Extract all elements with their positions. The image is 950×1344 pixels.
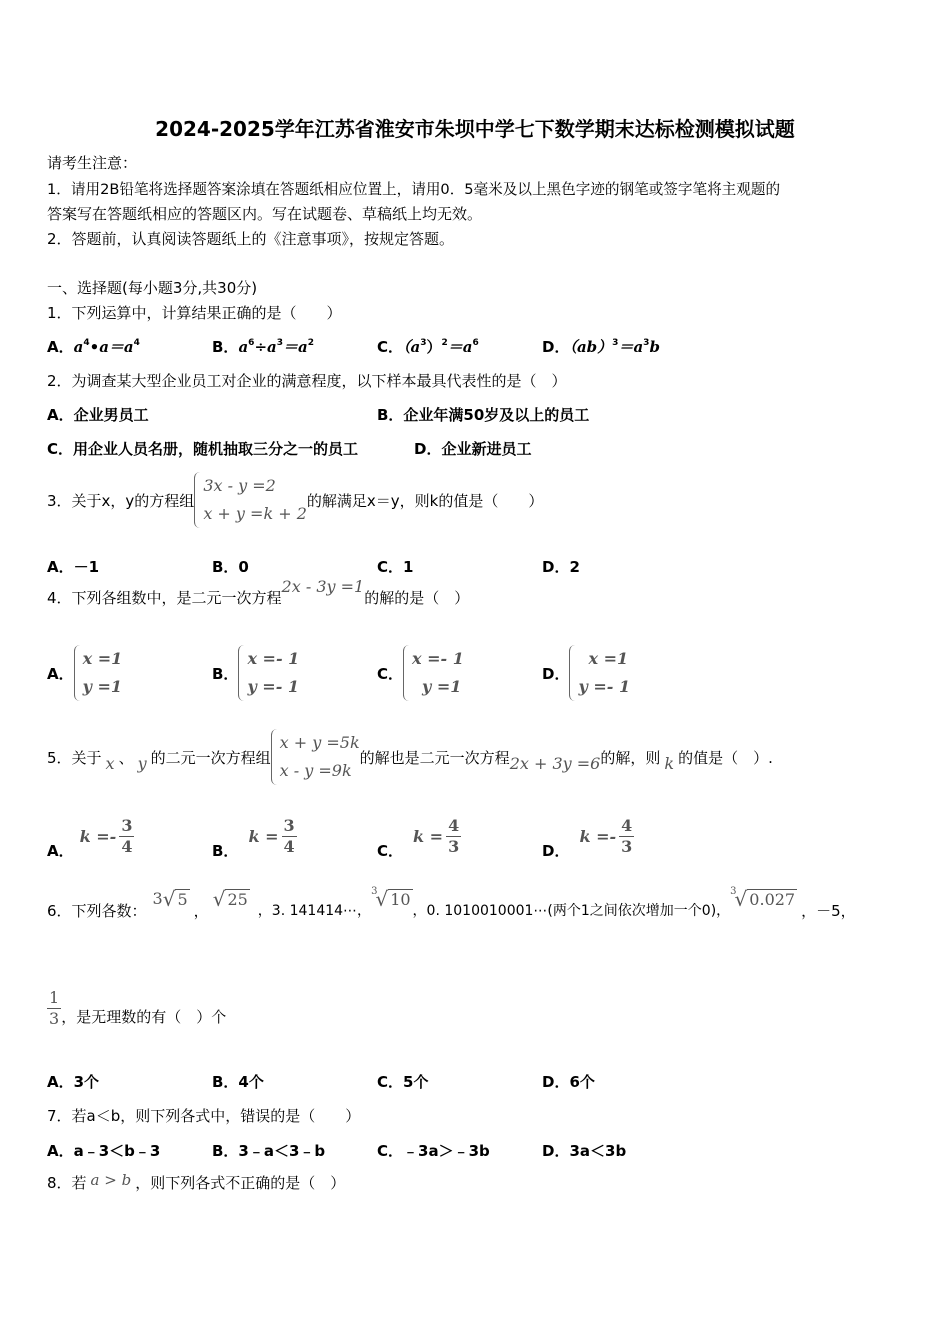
q4-option-a: A． x =1 y =1	[47, 645, 122, 701]
page-title: 2024-2025学年江苏省淮安市朱坝中学七下数学期末达标检测模拟试题	[155, 117, 795, 141]
q2-option-c: C．用企业人员名册，随机抽取三分之一的员工	[47, 440, 359, 458]
notice-line-2: 答案写在答题纸相应的答题区内。写在试题卷、草稿纸上均无效。	[47, 205, 483, 223]
q5-option-c: C． k = $\frac{4}{3}$	[377, 816, 460, 860]
q1-option-d: D．$(ab)^3=a^3b$	[542, 338, 660, 356]
question-3-stem: 3．关于x，y的方程组 3x - y =2 x + y =k + 2 的解满足x＝y，则k的值是（ ）	[47, 472, 543, 528]
q2-option-d: D．企业新进员工	[414, 440, 532, 458]
q2-option-a: A．企业男员工	[47, 406, 149, 424]
q6-option-a: A．3个	[47, 1073, 100, 1091]
q4-option-c: C． x =- 1 y =1	[377, 645, 464, 701]
q1-option-b: B．$a^6\div a^3=a^2$	[212, 338, 314, 356]
question-6-stem: 6．下列各数： 3 √ 5 ， √ 25 ，3. 141414⋯， 3 √ 10 ，0. 1010010001⋯(两个1之间依次增加一个0)， 3 √ 0.027 ，－5，	[47, 886, 856, 920]
q3-option-c: C．1	[377, 558, 414, 576]
q7-option-c: C．﹣3a＞﹣3b	[377, 1142, 490, 1160]
q5-option-d: D． k =- $\frac{4}{3}$	[542, 816, 633, 860]
question-5-stem: 5．关于 x 、 y 的二元一次方程组 x + y =5k x - y =9k 的解也是二元一次方程 2x + 3y =6 的解，则 k 的值是（ ）.	[47, 729, 773, 785]
q6-option-b: B．4个	[212, 1073, 264, 1091]
q3-option-a: A．－1	[47, 558, 100, 576]
question-7-stem: 7．若a＜b，则下列各式中，错误的是（ ）	[47, 1107, 361, 1125]
q3-option-b: B．0	[212, 558, 249, 576]
section-heading: 一、选择题(每小题3分,共30分)	[47, 279, 258, 297]
q2-option-b: B．企业年满50岁及以上的员工	[377, 406, 590, 424]
notice-heading: 请考生注意：	[47, 154, 138, 172]
q7-option-d: D．3a＜3b	[542, 1142, 627, 1160]
q1-option-a: A．$a^4•a=a^4$	[47, 338, 140, 356]
notice-line-3: 2．答题前，认真阅读答题纸上的《注意事项》，按规定答题。	[47, 230, 455, 248]
q1-option-c: C．$(a^3)^2=a^6$	[377, 338, 479, 356]
q3-equation-system: 3x - y =2 x + y =k + 2	[194, 472, 307, 528]
question-1-stem: 1．下列运算中，计算结果正确的是（ ）	[47, 304, 342, 322]
q4-option-b: B． x =- 1 y =- 1	[212, 645, 299, 701]
q4-option-d: D． x =1 y =- 1	[542, 645, 630, 701]
q7-option-b: B．3﹣a＜3﹣b	[212, 1142, 326, 1160]
q5-option-a: A． k =- $\frac{3}{4}$	[47, 816, 133, 860]
q7-option-a: A．a﹣3＜b﹣3	[47, 1142, 161, 1160]
q5-option-b: B． k = $\frac{3}{4}$	[212, 816, 295, 860]
question-2-stem: 2．为调查某大型企业员工对企业的满意程度，以下样本最具代表性的是（ ）	[47, 372, 567, 390]
question-4-stem: 4．下列各组数中，是二元一次方程 2x - 3y =1 的解的是（ ）	[47, 577, 470, 607]
question-8-stem: 8．若 a > b ，则下列各式不正确的是（ ）	[47, 1170, 346, 1192]
question-6-stem-cont: $\frac{1}{3}$ ，是无理数的有（ ）个	[49, 988, 227, 1028]
notice-line-1: 1．请用2B铅笔将选择题答案涂填在答题纸相应位置上，请用0．5毫米及以上黑色字迹的钢笔或签字笔将主观题的	[47, 181, 781, 198]
q3-option-d: D．2	[542, 558, 580, 576]
q6-option-d: D．6个	[542, 1073, 595, 1091]
q6-option-c: C．5个	[377, 1073, 429, 1091]
